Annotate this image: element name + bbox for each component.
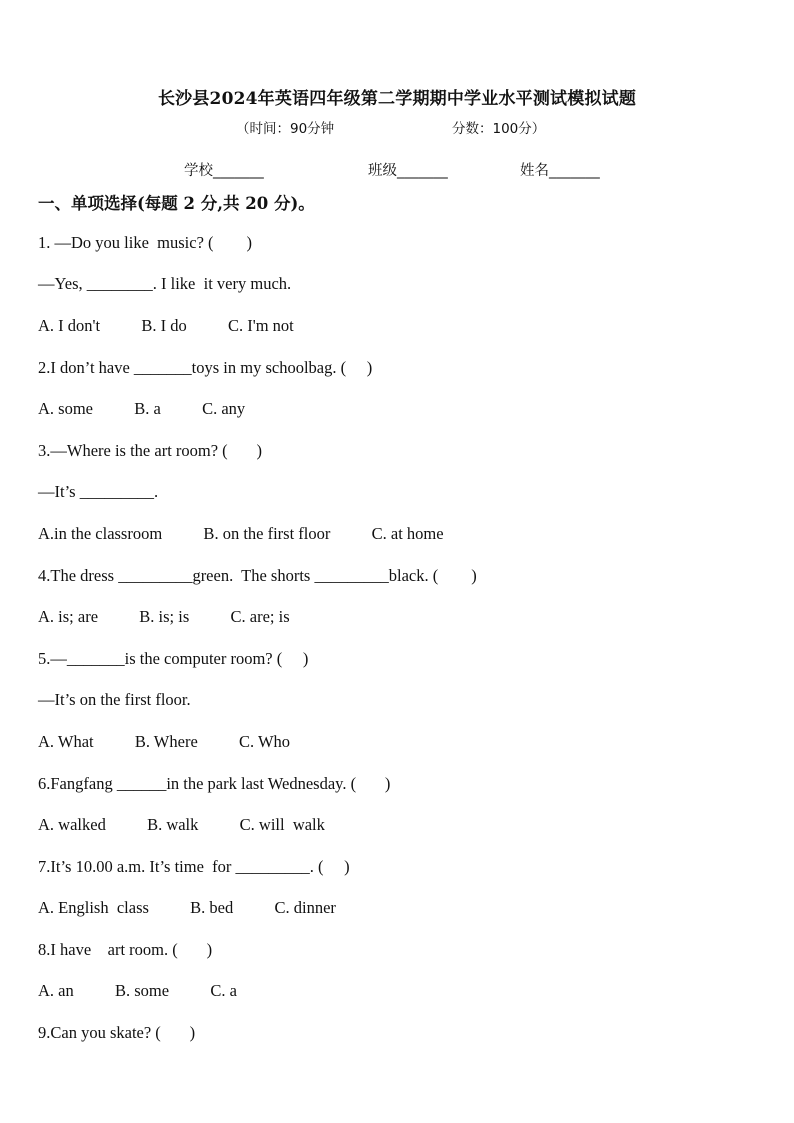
- exam-total-score: 分数：100分）: [452, 121, 546, 137]
- section-heading: 一、单项选择(每题 2 分,共 20 分)。: [38, 194, 315, 213]
- question-line: 8.I have art room. ( ): [38, 940, 213, 959]
- answer-line: —Yes, ________. I like it very much.: [38, 274, 292, 293]
- exam-title: 长沙县2024年英语四年级第二学期期中学业水平测试模拟试题: [157, 89, 637, 109]
- options-line: A.in the classroom B. on the first floor C. at home: [38, 524, 444, 543]
- question-line: 2.I don’t have _______toys in my schoolbag. ( ): [38, 358, 373, 377]
- answer-line: —It’s on the first floor.: [38, 690, 191, 709]
- question-line: 7.It’s 10.00 a.m. It’s time for _________. ( ): [38, 857, 350, 876]
- options-line: A. an B. some C. a: [38, 981, 237, 1000]
- question-line: 3.—Where is the art room? ( ): [38, 441, 263, 460]
- options-line: A. English class B. bed C. dinner: [38, 898, 336, 917]
- options-line: A. What B. Where C. Who: [38, 732, 291, 751]
- question-line: 4.The dress _________green. The shorts _________black. ( ): [38, 566, 477, 585]
- school-field: 学校_______: [184, 163, 264, 179]
- question-line: 9.Can you skate? ( ): [38, 1023, 196, 1042]
- exam-time: （时间：90分钟: [236, 121, 335, 137]
- answer-line: —It’s _________.: [38, 482, 159, 501]
- question-line: 5.—_______is the computer room? ( ): [38, 649, 309, 668]
- question-line: 1. —Do you like music? ( ): [38, 233, 253, 252]
- class-field: 班级_______: [368, 163, 448, 179]
- options-line: A. some B. a C. any: [38, 399, 246, 418]
- name-field: 姓名_______: [520, 163, 600, 179]
- options-line: A. I don't B. I do C. I'm not: [38, 316, 294, 335]
- question-line: 6.Fangfang ______in the park last Wednesday. ( ): [38, 774, 391, 793]
- options-line: A. walked B. walk C. will walk: [38, 815, 325, 834]
- options-line: A. is; are B. is; is C. are; is: [38, 607, 290, 626]
